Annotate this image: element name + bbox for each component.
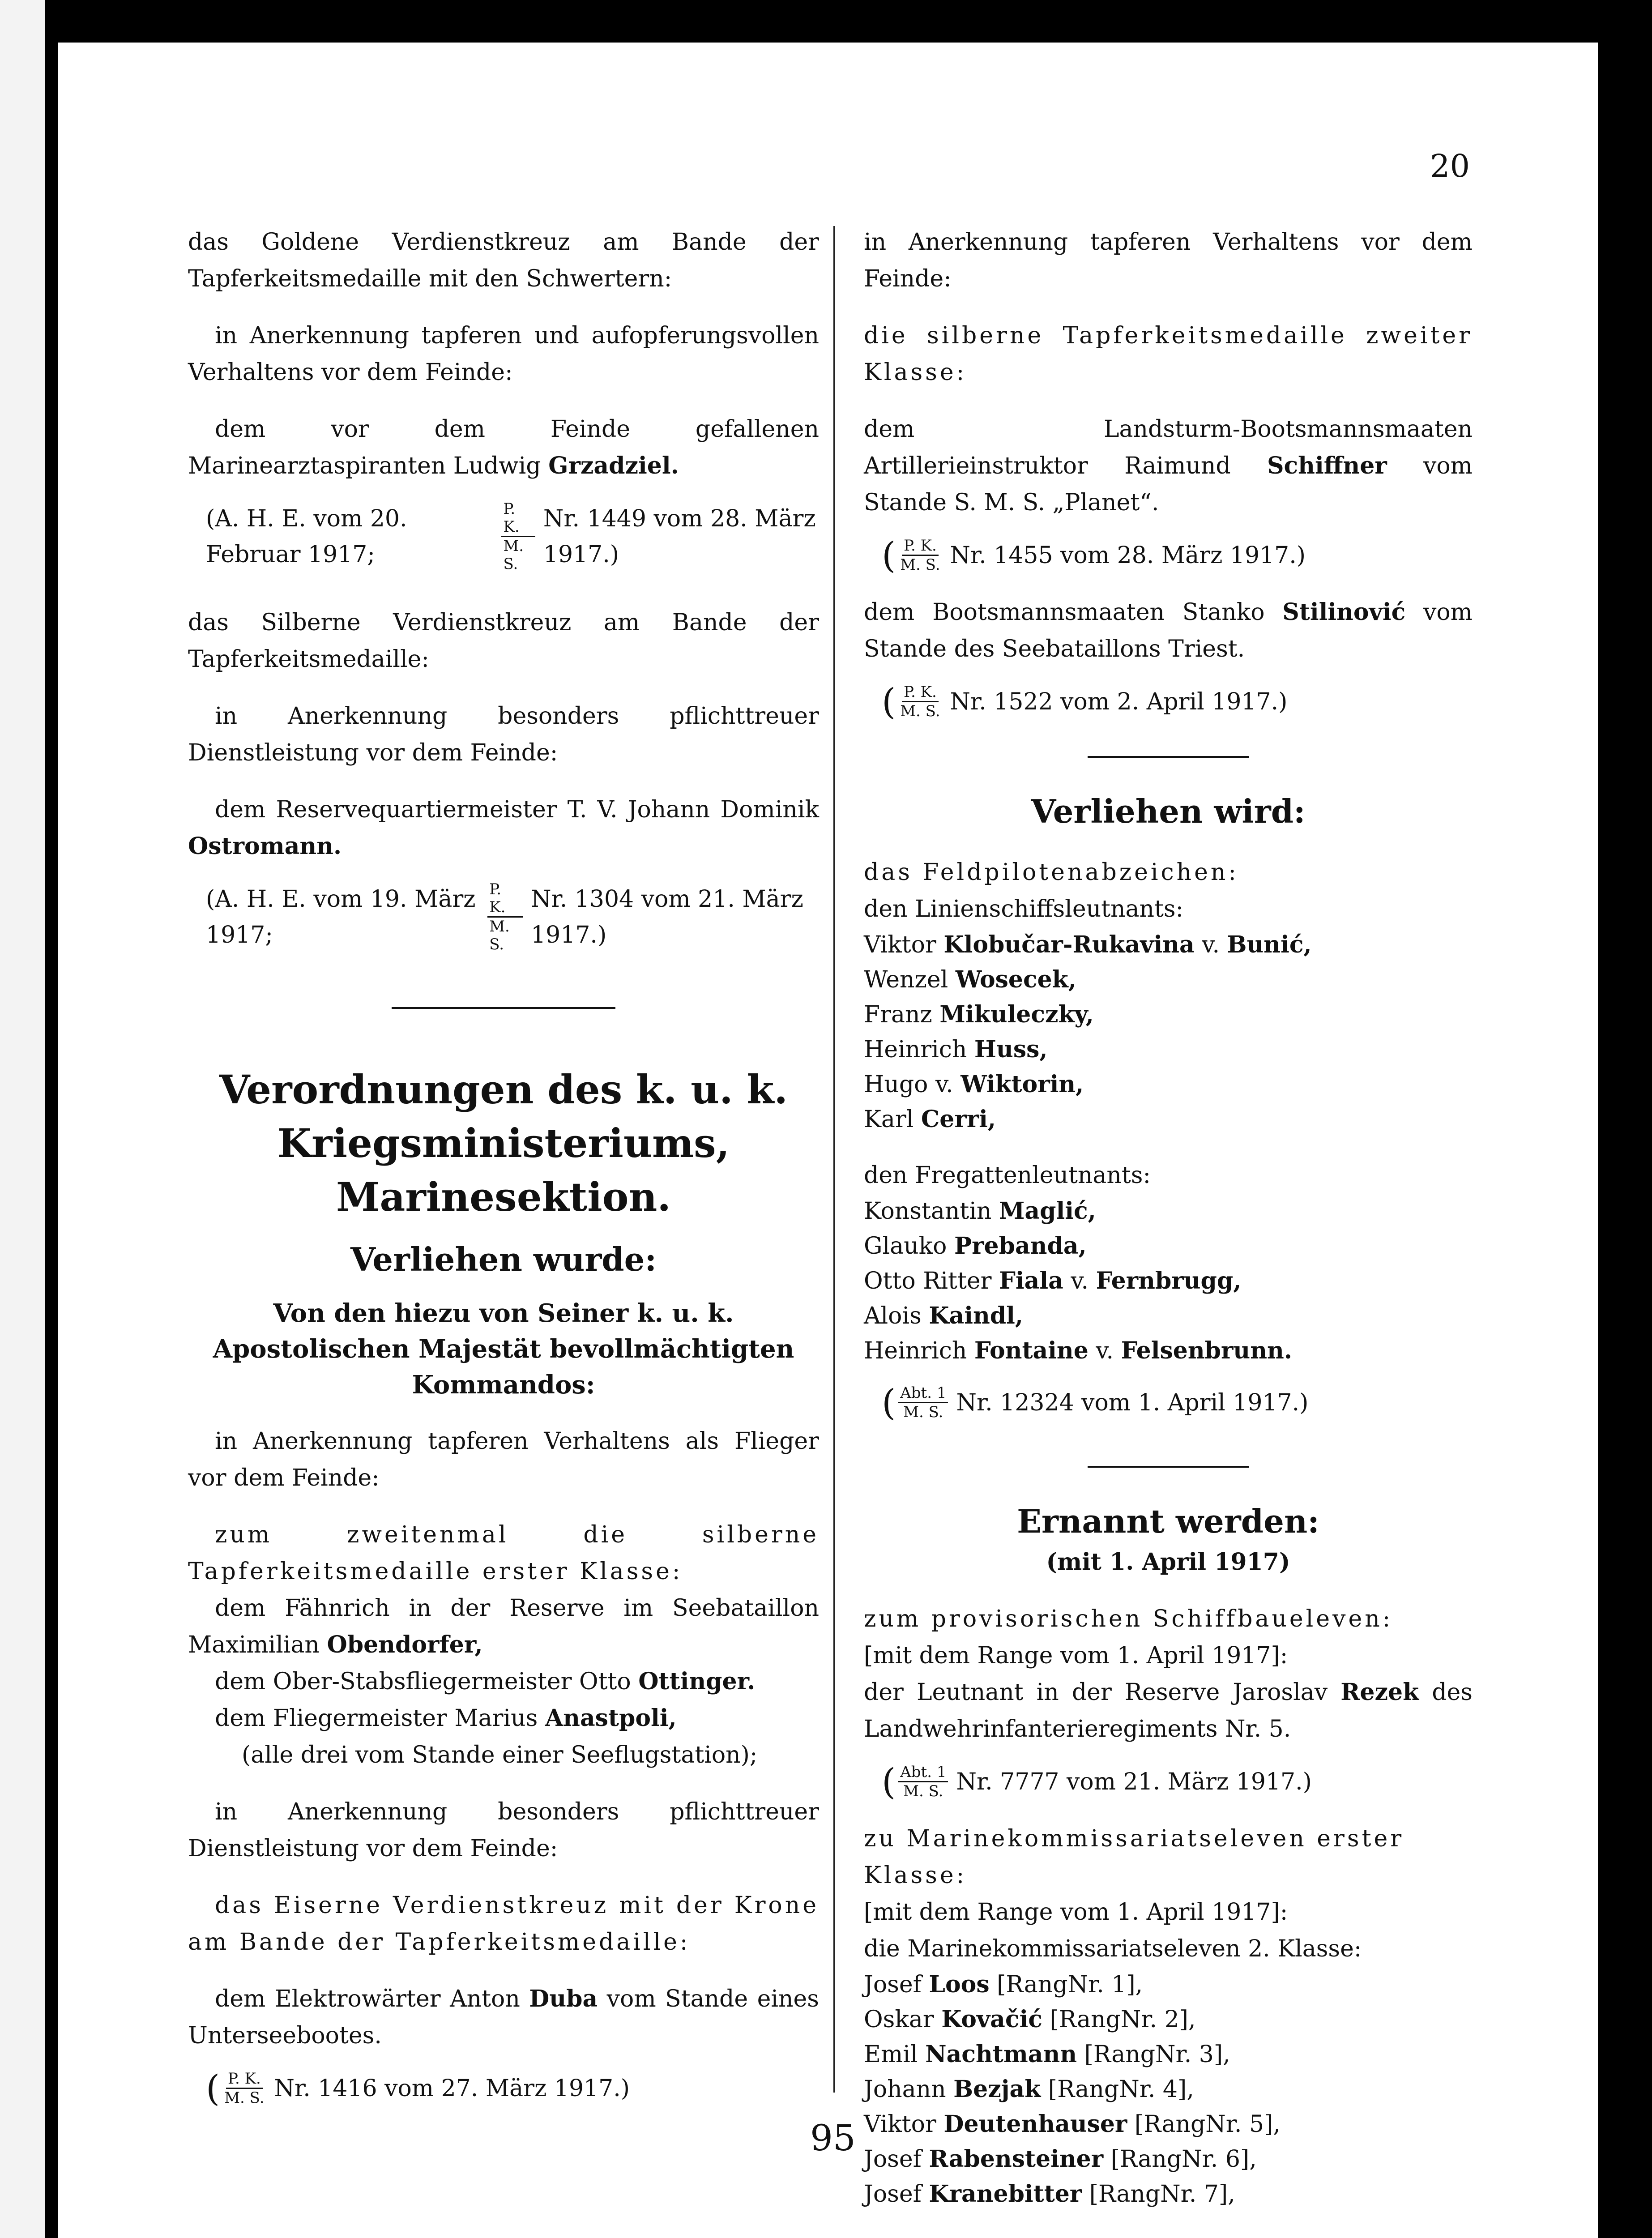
column-divider [833, 226, 835, 2093]
section-title: Verordnungen des k. u. k. Kriegsministeriums, Marinesektion. [219, 1066, 788, 1220]
recipient-name: Duba [529, 1985, 598, 2012]
recipient-name: Anastpoli, [545, 1704, 677, 1732]
recipient-name: Kranebitter [929, 2180, 1082, 2208]
recipient-name: Rabensteiner [929, 2145, 1104, 2173]
list-item: Josef Kranebitter [RangNr. 7], [864, 2180, 1235, 2208]
page-gutter [45, 0, 58, 2238]
list-item: Viktor Klobučar-Rukavina v. Bunić, [864, 931, 1312, 958]
recipient-name: Grzadziel. [548, 452, 679, 479]
award-note: (alle drei vom Stande einer Seeflugstation); [242, 1742, 758, 1768]
list-item: Viktor Deutenhauser [RangNr. 5], [864, 2110, 1281, 2138]
left-column [188, 224, 819, 2107]
recipient-name: Stilinović [1282, 598, 1406, 626]
list-item: Josef Loos [RangNr. 1], [864, 1971, 1143, 1998]
list-item: Konstantin Maglić, [864, 1197, 1096, 1225]
recipient-name: Nachtmann [925, 2041, 1077, 2068]
recipient-name: Wiktorin, [960, 1071, 1084, 1098]
award-heading: zum zweitenmal die silberne Tapferkeitsmedaille erster Klasse: [188, 1521, 819, 1585]
list-item: Josef Rabensteiner [RangNr. 6], [864, 2145, 1257, 2173]
list-item: Glauko Prebanda, [864, 1232, 1087, 1260]
name-list-lieutenants [864, 927, 1473, 1137]
reference: (A. H. E. vom 20. Februar 1917; $\frac{P. K.}{M. S.}$ Nr. 1449 vom 28. März 1917.) [206, 500, 816, 573]
bottom-page-number: 95 [810, 2117, 856, 2159]
rank-note: [mit dem Range vom 1. April 1917]: [864, 1899, 1288, 1926]
recipient-name: Loos [929, 1971, 990, 1998]
reference: ( $\frac{\text{Abt. 1}}{M. S.}$ Nr. 7777 vom 21. März 1917.) [882, 1760, 1312, 1802]
reference: (A. H. E. vom 19. März 1917; $\frac{P. K.}{M. S.}$ Nr. 1304 vom 21. März 1917.) [206, 880, 803, 953]
recipient-name: Prebanda, [954, 1232, 1087, 1260]
section-rule [1088, 1466, 1249, 1468]
list-item: Heinrich Fontaine v. Felsenbrunn. [864, 1337, 1292, 1364]
award-recipient: dem Ober-Stabsfliegermeister Otto Ottinger. [215, 1668, 756, 1695]
recipient-name: Maglić, [999, 1197, 1096, 1225]
recipient-name: Deutenhauser [943, 2110, 1127, 2138]
award-heading: das Silberne Verdienstkreuz am Bande der Tapferkeitsmedaille: [188, 609, 819, 673]
recipient-name: Schiffner [1267, 452, 1387, 479]
award-reason: in Anerkennung tapferen und aufopferungsvollen Verhaltens vor dem Feinde: [188, 322, 819, 386]
recipient-name: Klobučar-Rukavina [943, 931, 1195, 958]
award-heading: das Feldpilotenabzeichen: [864, 859, 1239, 886]
reference: ( $\frac{P. K.}{M. S.}$ Nr. 1522 vom 2. April 1917.) [882, 680, 1288, 722]
recipient-name: Fiala [999, 1267, 1063, 1294]
list-item: Otto Ritter Fiala v. Fernbrugg, [864, 1267, 1242, 1294]
award-recipient: dem Fähnrich in der Reserve im Seebataillon Maximilian Obendorfer, [188, 1595, 819, 1658]
award-recipient: dem Reservequartiermeister T. V. Johann Dominik Ostromann. [188, 796, 819, 860]
section-rule [392, 1007, 615, 1009]
section-date: (mit 1. April 1917) [1046, 1548, 1290, 1576]
recipient-name: Kaindl, [929, 1302, 1024, 1329]
section-subtitle: Verliehen wird: [1031, 792, 1306, 830]
name-list-frigate-lieutenants [864, 1194, 1473, 1368]
rank-heading: den Fregattenleutnants: [864, 1162, 1151, 1189]
page-edge [0, 0, 45, 2238]
section-rule [1088, 756, 1249, 758]
recipient-name: Kovačić [941, 2006, 1042, 2033]
recipient-name: Fernbrugg, [1096, 1267, 1242, 1294]
recipient-name: Mikuleczky, [939, 1001, 1094, 1028]
rank-note: [mit dem Range vom 1. April 1917]: [864, 1642, 1288, 1669]
reference: ( $\frac{\text{Abt. 1}}{M. S.}$ Nr. 12324 vom 1. April 1917.) [882, 1381, 1309, 1423]
recipient-name: Cerri, [921, 1106, 996, 1133]
list-item: Heinrich Huss, [864, 1036, 1048, 1063]
list-item: Johann Bezjak [RangNr. 4], [864, 2076, 1194, 2103]
recipient-name: Wosecek, [955, 966, 1076, 993]
list-item: Karl Cerri, [864, 1106, 996, 1133]
recipient-name: Bezjak [953, 2076, 1041, 2103]
award-recipient: dem Landsturm-Bootsmannsmaaten Artillerieinstruktor Raimund Schiffner vom Stande S. M. S. „Planet“. [864, 416, 1473, 516]
recipient-name: Bunić, [1227, 931, 1312, 958]
award-heading: das Eiserne Verdienstkreuz mit der Krone am Bande der Tapferkeitsmedaille: [188, 1892, 819, 1956]
section-subtitle: Verliehen wurde: [350, 1240, 657, 1278]
reference: ( $\frac{P. K.}{M. S.}$ Nr. 1416 vom 27. März 1917.) [206, 2067, 630, 2109]
award-heading: zum provisorischen Schiffbaueleven: [864, 1606, 1393, 1632]
award-recipient: dem Elektrowärter Anton Duba vom Stande eines Unterseebootes. [188, 1985, 819, 2049]
award-recipient: dem vor dem Feinde gefallenen Marinearztaspiranten Ludwig Grzadziel. [188, 416, 819, 479]
recipient-name: Felsenbrunn. [1121, 1337, 1292, 1364]
right-column [864, 224, 1473, 2212]
award-reason: in Anerkennung besonders pflichttreuer Dienstleistung vor dem Feinde: [188, 703, 819, 766]
award-reason: in Anerkennung tapferen Verhaltens als Flieger vor dem Feinde: [188, 1428, 819, 1491]
reference-fraction: $\frac{P. K.}{M. S.}$ [487, 880, 523, 953]
list-item: Oskar Kovačić [RangNr. 2], [864, 2006, 1196, 2033]
list-item: Emil Nachtmann [RangNr. 3], [864, 2041, 1230, 2068]
list-item: Hugo v. Wiktorin, [864, 1071, 1084, 1098]
reference-fraction: $\frac{P. K.}{M. S.}$ [900, 537, 940, 574]
reference-fraction: $\frac{\text{Abt. 1}}{M. S.}$ [898, 1384, 948, 1421]
award-recipient: dem Bootsmannsmaaten Stanko Stilinović vom Stande des Seebataillons Triest. [864, 598, 1473, 662]
award-reason: in Anerkennung besonders pflichttreuer Dienstleistung vor dem Feinde: [188, 1798, 819, 1862]
recipient-name: Rezek [1340, 1678, 1419, 1706]
list-item: Alois Kaindl, [864, 1302, 1024, 1329]
award-heading: zu Marinekommissariatseleven erster Klasse: [864, 1825, 1404, 1889]
award-heading: das Goldene Verdienstkreuz am Bande der Tapferkeitsmedaille mit den Schwertern: [188, 229, 819, 292]
recipient-name: Obendorfer, [327, 1631, 483, 1658]
section-authority: Von den hiezu von Seiner k. u. k. Apostolischen Majestät bevollmächtigten Kommandos: [213, 1298, 794, 1400]
list-item: Franz Mikuleczky, [864, 1001, 1094, 1028]
list-item: Wenzel Wosecek, [864, 966, 1076, 993]
reference: ( $\frac{P. K.}{M. S.}$ Nr. 1455 vom 28. März 1917.) [882, 534, 1306, 576]
award-heading: die silberne Tapferkeitsmedaille zweiter Klasse: [864, 322, 1473, 386]
top-page-number: 20 [1430, 148, 1470, 184]
reference-fraction: $\frac{\text{Abt. 1}}{M. S.}$ [898, 1763, 948, 1800]
award-recipient: dem Fliegermeister Marius Anastpoli, [215, 1704, 677, 1732]
recipient-name: Ottinger. [638, 1668, 756, 1695]
recipient-name: Fontaine [974, 1337, 1089, 1364]
award-recipient: der Leutnant in der Reserve Jaroslav Rezek des Landwehrinfanterieregiments Nr. 5. [864, 1678, 1473, 1743]
award-reason: in Anerkennung tapferen Verhaltens vor dem Feinde: [864, 229, 1473, 292]
reference-fraction: $\frac{P. K.}{M. S.}$ [900, 683, 940, 720]
rank-heading: den Linienschiffsleutnants: [864, 896, 1184, 923]
name-list-cadets [864, 1967, 1473, 2212]
rank-heading: die Marinekommissariatseleven 2. Klasse: [864, 1935, 1362, 1962]
recipient-name: Ostromann. [188, 833, 342, 860]
recipient-name: Huss, [974, 1036, 1048, 1063]
reference-fraction: $\frac{P. K.}{M. S.}$ [501, 500, 535, 573]
section-subtitle: Ernannt werden: [1017, 1502, 1319, 1540]
reference-fraction: $\frac{P. K.}{M. S.}$ [224, 2070, 265, 2107]
